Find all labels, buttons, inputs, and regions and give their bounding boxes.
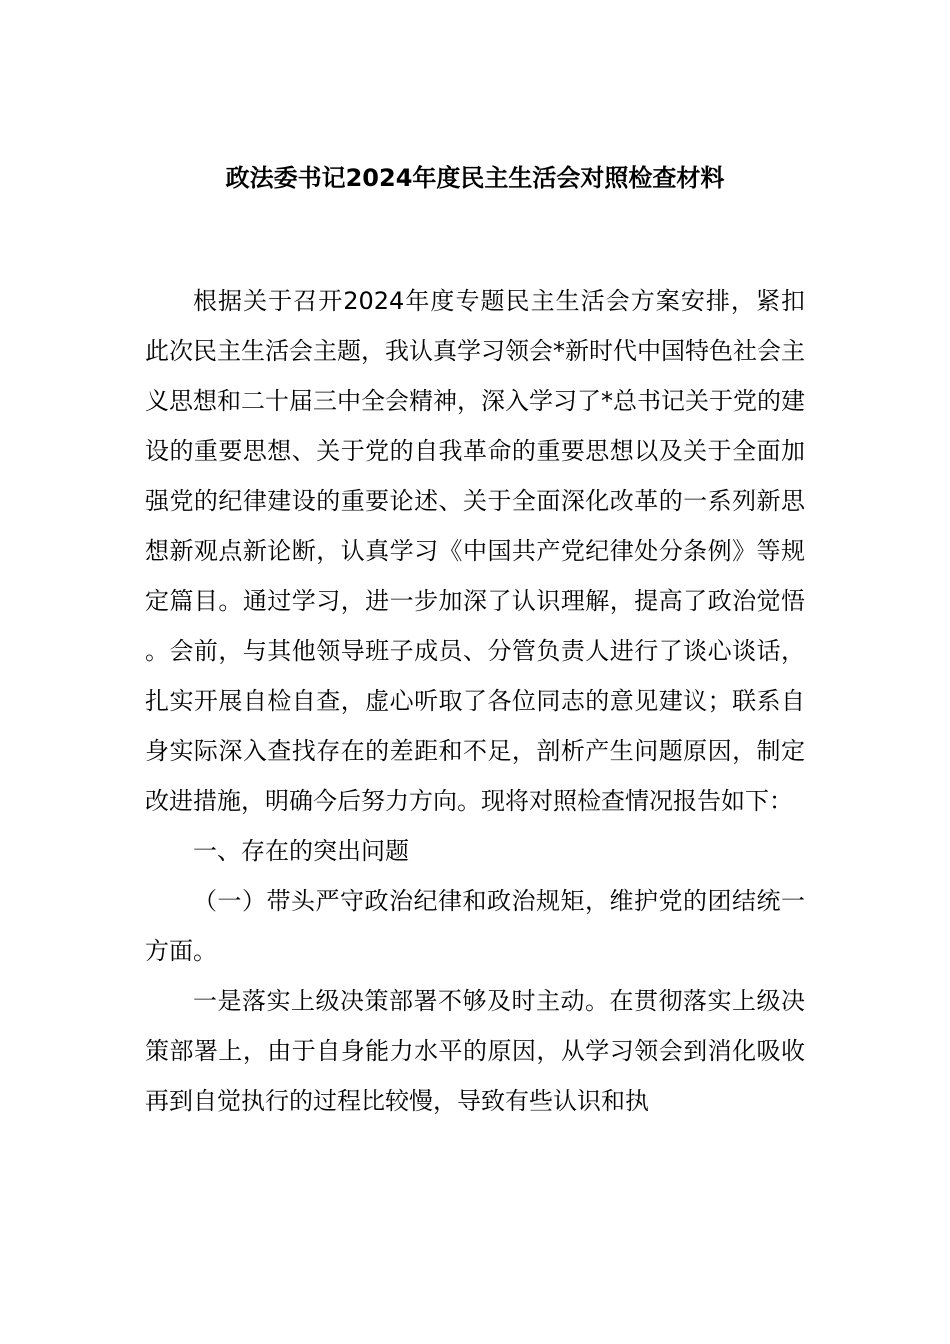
section-heading-1: 一、存在的突出问题 [193,837,409,865]
document-title: 政法委书记2024年度民主生活会对照检查材料 [225,164,725,192]
intro-paragraph: 根据关于召开2024年度专题民主生活会方案安排，紧扣此次民主生活会主题，我认真学习领会*新时代中国特色社会主义思想和二十届三中全会精神，深入学习了*总书记关于党的建设的重要思想、关于党的自我革命的重要思想以及关于全面加强党的纪律建设的重要论述、关于全面深化改革的一系列新思想新观点新论断，认真学习《中国共产党纪律处分条例》等规定篇目。通过学习，进一步加深了认识理解，提高了政治觉悟。会前，与其他领导班子成员、分管负责人进行了谈心谈话，扎实开展自检自查，虚心听取了各位同志的意见建议；联系自身实际深入查找存在的差距和不足，剖析产生问题原因，制定改进措施，明确今后努力方向。现将对照检查情况报告如下： [145,287,805,815]
body-paragraph: 一是落实上级决策部署不够及时主动。在贯彻落实上级决策部署上，由于自身能力水平的原因，从学习领会到消化吸收再到自觉执行的过程比较慢，导致有些认识和执 [145,987,805,1115]
subsection-heading-1: （一）带头严守政治纪律和政治规矩，维护党的团结统一方面。 [145,887,805,965]
document-body [145,276,805,1126]
